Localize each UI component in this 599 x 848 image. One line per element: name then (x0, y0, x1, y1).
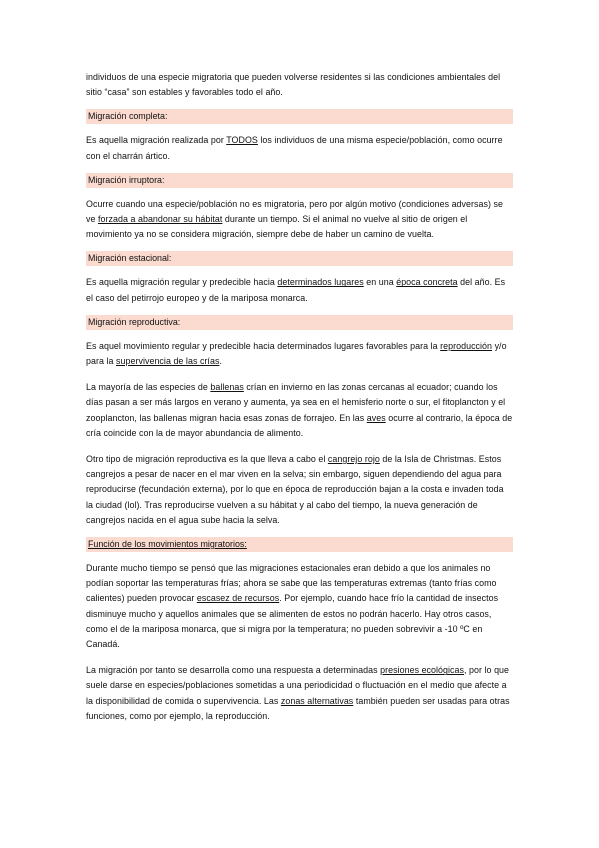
underlined-term: presiones ecológicas (380, 665, 465, 676)
section-heading-migracion-reproductiva: Migración reproductiva: (86, 315, 513, 330)
paragraph: Es aquella migración regular y predecible hacia determinados lugares en una época concreta del año. Es el caso del petirrojo europeo y de la mariposa monarca. (86, 277, 506, 303)
underlined-term: escasez de recursos (196, 593, 280, 604)
section-heading-funcion-movimientos: Función de los movimientos migratorios: (86, 537, 513, 552)
paragraph: La mayoría de las especies de ballenas crían en invierno en las zonas cercanas al ecuador; cuando los días pasan a ser más largos en verano y aumenta, ya sea en el hemisferio norte o sur, el fitoplancton y el zooplancton, las ballenas migran hacia esas zonas de forrajeo. En las aves ocurre al contrario, la época de cría coincide con la de mayor abundancia de alimento. (86, 382, 513, 438)
underlined-term: reproducción (440, 340, 493, 351)
section-heading-migracion-estacional: Migración estacional: (86, 251, 513, 266)
paragraph: Es aquel movimiento regular y predecible hacia determinados lugares favorables para la reproducción y/o para la supervivencia de las crías. (86, 340, 507, 367)
section-heading-migracion-irruptora: Migración irruptora: (86, 173, 513, 188)
underlined-term: forzada a abandonar su hábitat (98, 214, 223, 225)
paragraph: Durante mucho tiempo se pensó que las migraciones estacionales eran debido a que los animales no podían soportar las temperaturas frías; ahora se sabe que las temperaturas extremas (tanto frías como calientes) pueden provocar escasez de recursos. Por ejemplo, cuando hace frío la cantidad de insectos disminuye mucho y aquellos animales que se alimenten de estos no podrán hacerlo. Hay otros casos, como el de la mariposa monarca, que si migra por la temperatura; no pueden sobrevivir a -10 ºC en Canadá. (86, 563, 499, 650)
underlined-term: zonas alternativas (280, 695, 354, 706)
paragraph: La migración por tanto se desarrolla como una respuesta a determinadas presiones ecológicas, por lo que suele darse en especies/poblaciones sometidas a una periodicidad o fluctuación en el medio que afecte a la disponibilidad de comida o supervivencia. Las zonas alternativas también pueden ser usadas para otras funciones, como por ejemplo, la reproducción. (86, 665, 510, 721)
intro-paragraph: individuos de una especie migratoria que pueden volverse residentes si las condiciones ambientales del sitio “casa” son estables y favorables todo el año. (86, 72, 501, 98)
paragraph: Otro tipo de migración reproductiva es la que lleva a cabo el cangrejo rojo de la Isla de Christmas. Estos cangrejos a pesar de nacer en el mar viven en la selva; sin embargo, siguen dependiendo del agua para reproducirse (fecundación externa), por lo que en época de reproducción bajan a la costa e invaden toda la ciudad (lol). Tras reproducirse vuelven a su hábitat y al cabo del tiempo, la nueva generación de cangrejos nacida en el agua sube hacia la selva. (86, 454, 504, 525)
underlined-term: TODOS (226, 135, 258, 146)
paragraph: Es aquella migración realizada por TODOS los individuos de una misma especie/población, como ocurre con el charrán ártico. (86, 135, 503, 161)
underlined-term: aves (366, 412, 386, 423)
underlined-term: ballenas (210, 382, 244, 393)
paragraph: Ocurre cuando una especie/población no es migratoria, pero por algún motivo (condiciones adversas) se ve forzada a abandonar su hábitat durante un tiempo. Si el animal no vuelve al sitio de origen el movimiento ya no se considera migración, siempre debe de haber un camino de vuelta. (86, 198, 503, 240)
underlined-term: cangrejo rojo (327, 454, 380, 465)
underlined-term: supervivencia de las crías (116, 356, 220, 367)
underlined-term: determinados lugares (277, 277, 364, 288)
underlined-term: época concreta (396, 277, 458, 288)
section-heading-migracion-completa: Migración completa: (86, 109, 513, 124)
